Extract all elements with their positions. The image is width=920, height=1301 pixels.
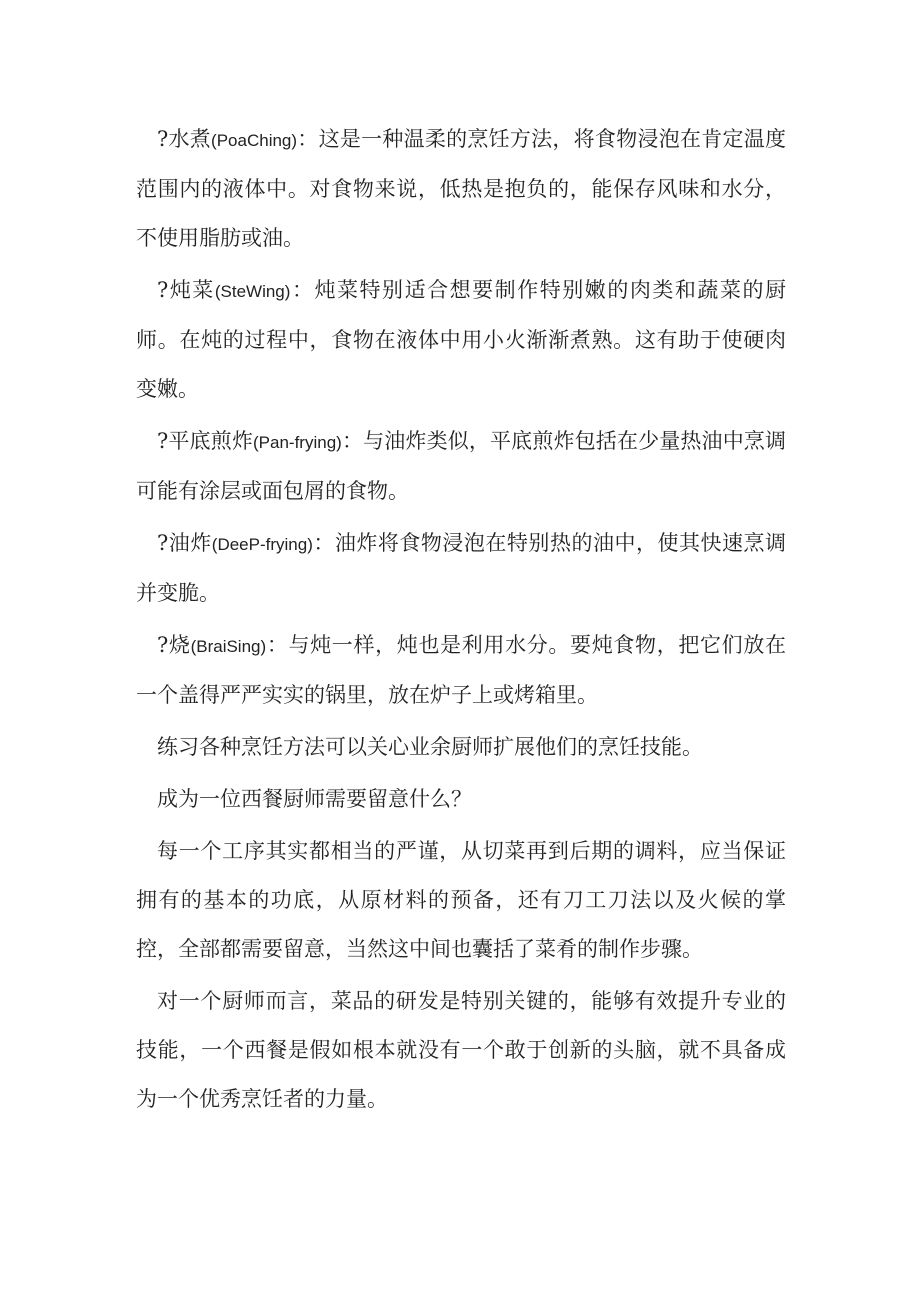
paragraph-text: 每一个工序其实都相当的严谨，从切菜再到后期的调料，应当保证拥有的基本的功底，从原材料的预备，还有刀工刀法以及火候的掌控，全部都需要留意，当然这中间也囊括了菜肴的制作步骤。 xyxy=(136,839,786,961)
paragraph-lead: ?炖菜 xyxy=(157,278,215,302)
paragraph-lead: ?平底煎炸 xyxy=(157,429,254,453)
paragraph-text: ：与油炸类似，平底煎炸包括在少量热油中烹调可能有涂层或面包屑的食物。 xyxy=(136,429,786,503)
paragraph-pan-frying xyxy=(136,417,786,516)
paragraph-stewing xyxy=(136,266,786,414)
paragraph-lead: ?油炸 xyxy=(157,531,212,555)
paragraph-question xyxy=(136,775,786,824)
paragraph-deep-frying xyxy=(136,519,786,618)
paragraph-text: ：炖菜特别适合想要制作特别嫩的肉类和蔬菜的厨师。在炖的过程中，食物在液体中用小火渐渐煮熟。这有助于使硬肉变嫩。 xyxy=(136,278,786,401)
paragraph-text: ：这是一种温柔的烹饪方法，将食物浸泡在肯定温度范围内的液体中。对食物来说，低热是抱负的，能保存风味和水分，不使用脂肪或油。 xyxy=(136,127,787,250)
paragraph-innovation xyxy=(136,977,786,1124)
paragraph-text: 成为一位西餐厨师需要留意什么？ xyxy=(157,787,472,811)
paragraph-process xyxy=(136,827,786,974)
paragraph-text: ：油炸将食物浸泡在特别热的油中，使其快速烹调并变脆。 xyxy=(136,531,786,605)
paragraph-text: 对一个厨师而言，菜品的研发是特别关键的，能够有效提升专业的技能，一个西餐是假如根本就没有一个敢于创新的头脑，就不具备成为一个优秀烹饪者的力量。 xyxy=(136,989,786,1111)
paragraph-term: (SteWing) xyxy=(214,282,291,301)
paragraph-poaching xyxy=(136,115,786,263)
paragraph-lead: ?水煮 xyxy=(157,127,212,151)
paragraph-term: (BraiSing) xyxy=(190,637,267,656)
paragraph-term: (DeeP-frying) xyxy=(211,535,313,554)
paragraph-term: (PoaChing) xyxy=(211,131,298,150)
paragraph-practice xyxy=(136,723,786,772)
paragraph-text: 练习各种烹饪方法可以关心业余厨师扩展他们的烹饪技能。 xyxy=(157,735,703,759)
paragraph-braising xyxy=(136,621,786,720)
document-body xyxy=(136,115,786,1127)
paragraph-text: ：与炖一样，炖也是利用水分。要炖食物，把它们放在一个盖得严严实实的锅里，放在炉子上或烤箱里。 xyxy=(136,633,786,707)
paragraph-term: (Pan-frying) xyxy=(253,433,342,452)
paragraph-lead: ?烧 xyxy=(157,633,191,657)
